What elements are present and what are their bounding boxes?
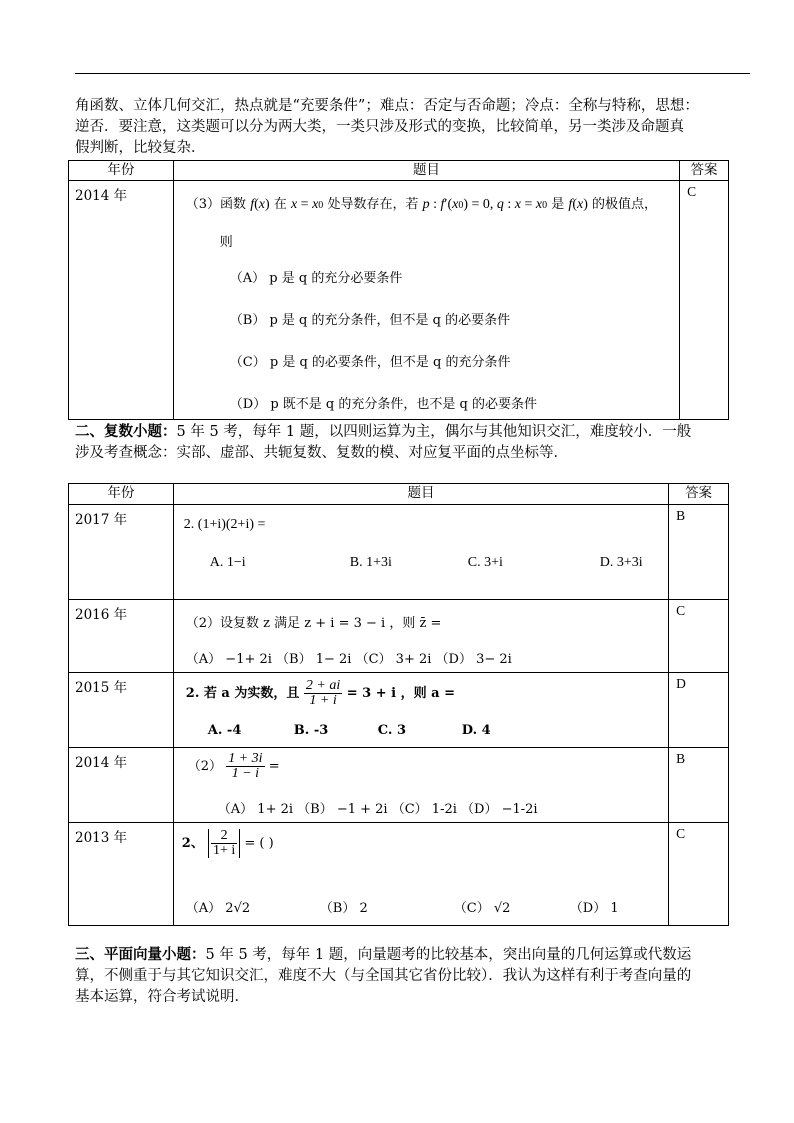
option-b: （B） 2 [319, 901, 368, 916]
section2-title: 二、复数小题： [75, 423, 177, 440]
section3-line: 算，不侧重于与其它知识交汇，难度不大（与全国其它省份比较）．我认为这样有利于考查向量的 [75, 968, 692, 984]
year-cell: 2016 年 [69, 600, 174, 673]
answer-cell: C [669, 823, 729, 926]
option-b: B. 1+3i [349, 555, 392, 570]
header-question: 题目 [173, 484, 668, 505]
fraction: $\frac{2 + ai}{1 + i}$ [305, 678, 341, 708]
option-a: （A） 2√2 [185, 901, 251, 916]
section2-line: 涉及考查概念：实部、虚部、共轭复数、复数的模、对应复平面的点坐标等． [75, 445, 568, 461]
question-cell [173, 181, 679, 420]
question-stem: 2. (1+i)(2+i) = [183, 517, 266, 532]
question-stem: （2）设复数 z 满足 z + i = 3 − i ，则 z̄ = [185, 616, 442, 631]
intro-line: 逆否．要注意，这类题可以分为两大类，一类只涉及形式的变换，比较简单，另一类涉及命题真 [75, 119, 684, 135]
question-cell [173, 505, 668, 600]
option-d: D. 3+3i [599, 555, 643, 570]
option-b: （B） p 是 q 的充分条件，但不是 q 的必要条件 [229, 313, 511, 328]
year-cell: 2014 年 [69, 181, 174, 420]
question-stem: （3）函数 f(x) 在 x = x0 处导数存在，若 p : f′(x0) = 0, q : x = x0 是 f(x) 的极值点， [185, 197, 658, 212]
answer-cell: B [669, 748, 729, 823]
year-cell: 2013 年 [69, 823, 174, 926]
question-stem: 2. 若 a 为实数，且 $\frac{2 + ai}{1 + i}$ = 3 + i ，则 a = [185, 678, 456, 708]
section3-line: 基本运算，符合考试说明． [75, 989, 249, 1005]
absolute-value: $\frac{2}{1+ i}$ [208, 829, 240, 858]
intro-paragraph [75, 96, 751, 158]
logic-question-table [68, 160, 729, 420]
option-c: （C） √2 [453, 901, 511, 916]
header-answer: 答案 [680, 161, 729, 181]
section2-paragraph [75, 422, 751, 463]
options-line: （A） 1+ 2i （B） −1 + 2i （C） 1-2i （D） −1-2i [217, 802, 538, 817]
question-stem: （2） $\frac{1 + 3i}{1 - i}$ = [187, 751, 280, 781]
year-cell: 2017 年 [69, 505, 174, 600]
option-b: B. -3 [293, 723, 329, 738]
section3-paragraph [75, 945, 751, 1007]
option-c: C. 3 [377, 723, 406, 738]
option-c: （C） p 是 q 的必要条件，但不是 q 的充分条件 [229, 355, 511, 370]
option-d: （D） 1 [569, 901, 619, 916]
year-cell: 2015 年 [69, 673, 174, 748]
question-then: 则 [219, 235, 233, 250]
header-question: 题目 [173, 161, 679, 181]
question-cell [173, 748, 668, 823]
answer-cell: D [669, 673, 729, 748]
question-cell [173, 673, 668, 748]
complex-number-table [68, 483, 729, 926]
header-year: 年份 [69, 484, 174, 505]
option-a: A. 1−i [209, 555, 246, 570]
answer-cell: C [680, 181, 729, 420]
question-cell [173, 600, 668, 673]
section2-line: 5 年 5 考，每年 1 题，以四则运算为主，偶尔与其他知识交汇，难度较小．一般 [176, 424, 692, 440]
option-d: D. 4 [461, 723, 491, 738]
header-answer: 答案 [669, 484, 729, 505]
question-stem: 2、 $\frac{2}{1+ i}$ = ( ) [181, 828, 274, 858]
option-c: C. 3+i [467, 555, 503, 570]
header-rule [75, 73, 750, 74]
question-cell [173, 823, 668, 926]
year-cell: 2014 年 [69, 748, 174, 823]
section3-title: 三、平面向量小题： [75, 946, 206, 963]
intro-line: 角函数、立体几何交汇，热点就是“充要条件”；难点：否定与否命题；冷点：全称与特称，思想： [75, 98, 699, 114]
option-a: A. -4 [207, 723, 242, 738]
option-a: （A） p 是 q 的充分必要条件 [229, 271, 403, 286]
header-year: 年份 [69, 161, 174, 181]
section3-line: 5 年 5 考，每年 1 题，向量题考的比较基本，突出向量的几何运算或代数运 [205, 947, 692, 963]
answer-cell: B [669, 505, 729, 600]
options-line: （A） −1+ 2i （B） 1− 2i （C） 3+ 2i （D） 3− 2i [185, 652, 512, 667]
fraction: $\frac{1 + 3i}{1 - i}$ [228, 751, 263, 781]
answer-cell: C [669, 600, 729, 673]
option-d: （D） p 既不是 q 的充分条件，也不是 q 的必要条件 [229, 397, 537, 412]
intro-line: 假判断，比较复杂． [75, 140, 206, 156]
